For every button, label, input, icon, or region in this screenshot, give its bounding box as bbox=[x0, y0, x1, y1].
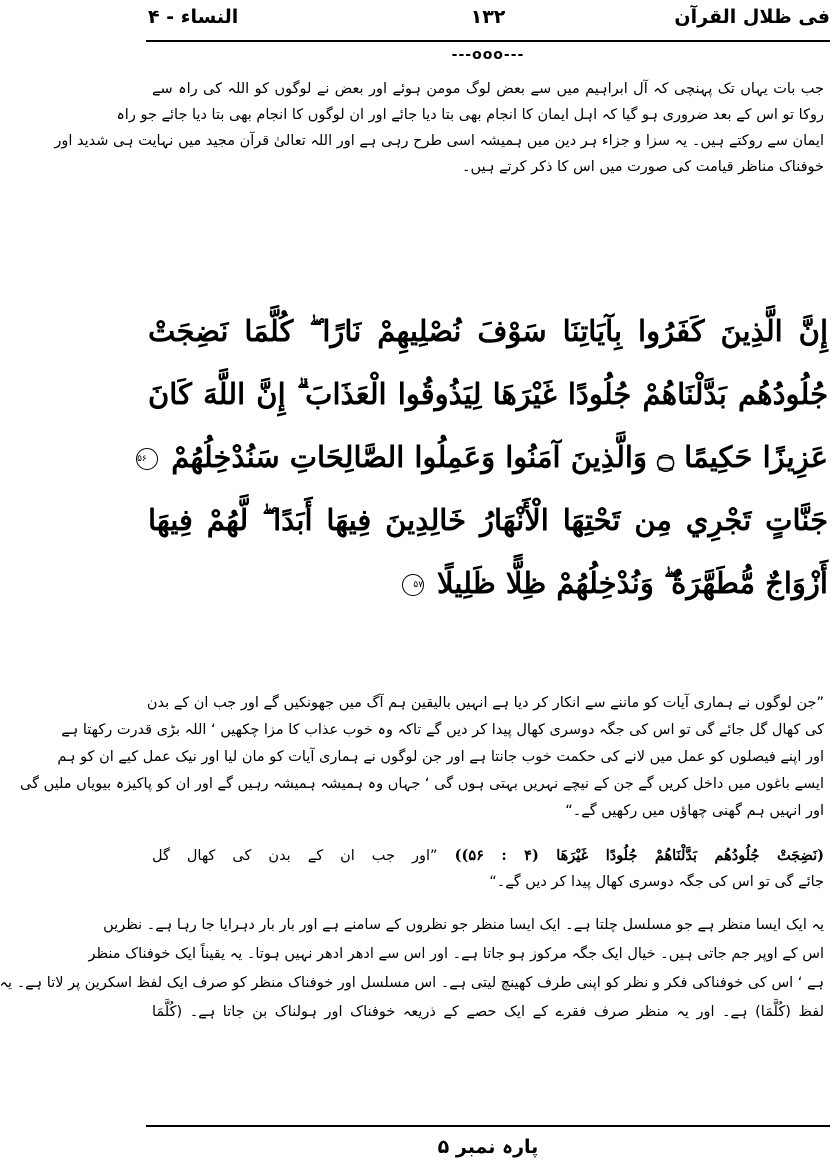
verse-quote-paragraph bbox=[152, 843, 824, 895]
book-title: فی ظلال القرآن bbox=[674, 6, 830, 28]
para-number: پارہ نمبر ۵ bbox=[437, 1136, 539, 1158]
header-rule bbox=[146, 40, 830, 42]
ayah-number-marker: ۵۷ bbox=[402, 574, 424, 596]
commentary-paragraph bbox=[0, 911, 824, 1027]
verse-line bbox=[137, 426, 828, 489]
verse-line: جَنَّاتٍ تَجْرِي مِن تَحْتِهَا الْأَنْهَارُ خَالِدِينَ فِيهَا أَبَدًا ۖ لَّهُمْ فِيهَا bbox=[148, 503, 828, 537]
verse-line: جُلُودُهُم بَدَّلْنَاهُمْ جُلُودًا غَيْرَهَا لِيَذُوقُوا الْعَذَابَ ۗ إِنَّ اللَّهَ كَانَ bbox=[148, 377, 828, 411]
quote-line: جائے گی تو اس کی جگہ دوسری کھال پیدا کر دیں گے۔“ bbox=[489, 874, 824, 890]
verse-line-text: عَزِيزًا حَكِيمًا ۝ وَالَّذِينَ آمَنُوا وَعَمِلُوا الصَّالِحَاتِ سَنُدْخِلُهُمْ bbox=[171, 440, 828, 474]
quran-verse-block bbox=[137, 300, 828, 615]
verse-line-text: أَزْوَاجٌ مُّطَهَّرَةٌ ۖ وَنُدْخِلُهُمْ ظِلًّا ظَلِيلًا bbox=[437, 566, 828, 600]
commentary-line: ہے ‘ اس کی خوفناکی فکر و نظر کو اپنی طرف کھینچ لیتی ہے۔ اس مسلسل اور خوفناک منظر کو صرف ایک لفظ اسکرین پر لاتا ہے۔ یہ bbox=[0, 975, 824, 991]
intro-line: ایمان سے روکتے ہیں۔ یہ سزا و جزاء ہر دین میں ہمیشہ اسی طرح رہی ہے اور اللہ تعالیٰ قرآن مجید میں نہایت ہی شدید اور bbox=[54, 133, 824, 149]
quote-line bbox=[152, 843, 824, 869]
page-number: ۱۳۲ bbox=[470, 6, 506, 28]
translation-line: اور انہیں ہم گھنی چھاؤں میں رکھیں گے۔“ bbox=[565, 803, 824, 819]
commentary-line: لفظ (كُلَّمَا) ہے۔ اور یہ منظر صرف فقرے کے ایک حصے کے ذریعہ خوفناک اور ہولناک بن جاتا ہے۔ (كُلَّمَا bbox=[152, 1004, 824, 1020]
commentary-line: اس کے اوپر جم جاتی ہیں۔ خیال ایک جگہ مرکوز ہو جاتا ہے۔ اور اس سے ادھر ادھر نہیں ہوتا۔ یہ یقیناً ایک خوفناک منظر bbox=[88, 946, 824, 962]
translation-line: ایسے باغوں میں داخل کریں گے جن کے نیچے نہریں بہتی ہوں گی ‘ جہاں وہ ہمیشہ ہمیشہ رہیں گے اور ان کو پاکیزہ بیویاں ملیں گی bbox=[19, 776, 824, 792]
verse-line: إِنَّ الَّذِينَ كَفَرُوا بِآيَاتِنَا سَوْفَ نُصْلِيهِمْ نَارًا ۖ كُلَّمَا نَضِجَتْ bbox=[148, 314, 828, 348]
intro-line: جب بات یہاں تک پہنچی کہ آل ابراہیم میں سے بعض لوگ مومن ہوئے اور بعض نے لوگوں کو اللہ کی راہ سے bbox=[152, 81, 824, 97]
verse-line bbox=[148, 552, 828, 615]
quote-translation: ”اور جب ان کے بدن کی کھال گل bbox=[152, 848, 438, 864]
ayah-number-marker: ۵۶ bbox=[136, 448, 158, 470]
translation-line: ”جن لوگوں نے ہماری آیات کو ماننے سے انکار کر دیا ہے انہیں بالیقین ہم آگ میں جھونکیں گے اور جب ان کے بدن bbox=[146, 695, 824, 711]
intro-paragraph bbox=[54, 76, 824, 180]
quoted-arabic: (نَضِجَتْ جُلُودُهُم بَدَّلْنَاهُمْ جُلُودًا غَيْرَهَا (۴ : ۵۶)) bbox=[454, 847, 825, 864]
intro-line: روکا تو اس کے بعد ضروری ہو گیا کہ اہل ایمان کا انجام بھی بتا دیا جائے اور ان لوگوں کا انجام بھی بتا دیا جائے جو راہ bbox=[116, 107, 824, 123]
translation-line: کی کھال گل جائے گی تو اس کی جگہ دوسری کھال پیدا کر دیں گے تاکہ وہ خوب عذاب کا مزا چکھیں ‘ اللہ بڑی قدرت رکھتا ہے bbox=[61, 722, 824, 738]
commentary-line: یہ ایک ایسا منظر ہے جو مسلسل چلتا ہے۔ ایک ایسا منظر جو نظروں کے سامنے ہے اور بار بار دہرایا جا رہا ہے۔ نظریں bbox=[103, 917, 824, 933]
section-separator: ---ooo--- bbox=[451, 47, 525, 63]
footer-rule bbox=[146, 1125, 830, 1127]
page-header bbox=[146, 4, 830, 40]
surah-label: النساء - ۴ bbox=[148, 6, 239, 28]
translation-paragraph bbox=[19, 690, 824, 825]
translation-line: اور اپنے فیصلوں کو عمل میں لانے کی حکمت خوب جانتا ہے اور جن لوگوں نے ہماری آیات کو مان لیا اور نیک عمل کیے ان کو ہم bbox=[57, 749, 824, 765]
intro-line: خوفناک مناظر قیامت کی صورت میں اس کا ذکر کرتے ہیں۔ bbox=[462, 159, 824, 175]
